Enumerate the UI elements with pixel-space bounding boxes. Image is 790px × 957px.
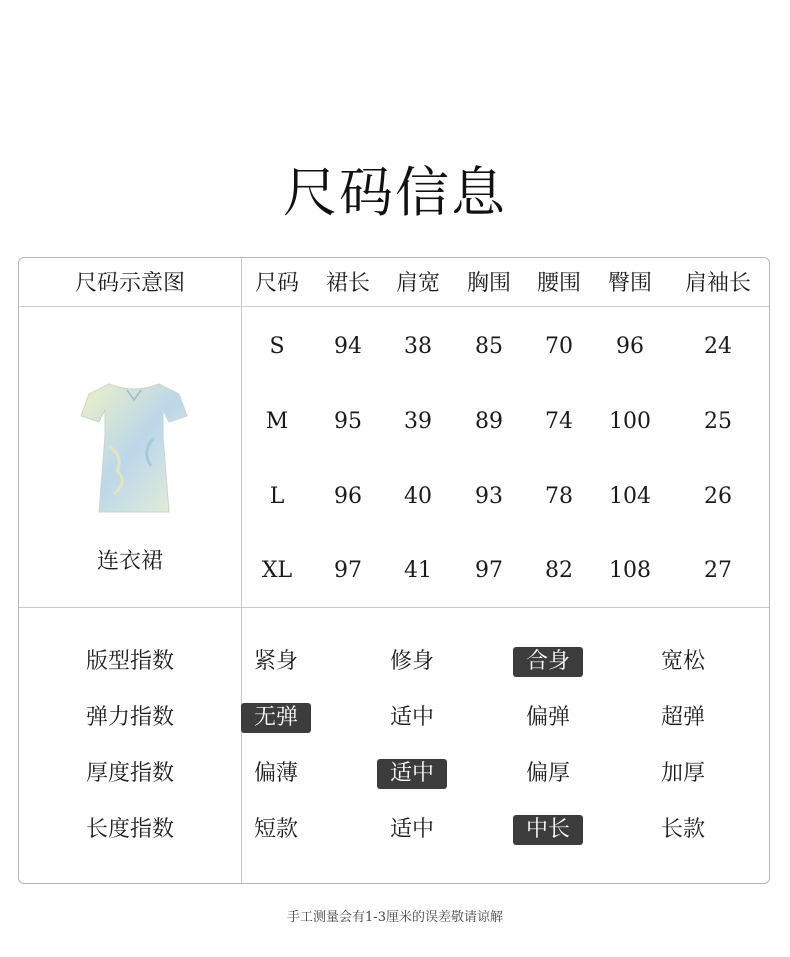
- size-table-header-cell: 臀围: [607, 271, 652, 296]
- index-option: 偏厚: [525, 761, 570, 786]
- size-value-cell: 108: [609, 558, 651, 583]
- index-option-selected: 无弹: [241, 703, 311, 733]
- header-divider: [19, 306, 769, 307]
- size-value-cell: 89: [475, 409, 503, 434]
- size-value-cell: 39: [404, 409, 432, 434]
- measurement-note: 手工测量会有1-3厘米的误差敬请谅解: [287, 910, 503, 925]
- size-label-cell: M: [265, 409, 289, 434]
- dress-image: [79, 376, 189, 516]
- index-option: 偏薄: [253, 761, 298, 786]
- size-table-header-cell: 尺码: [254, 271, 299, 296]
- size-value-cell: 100: [609, 409, 651, 434]
- size-label-cell: L: [269, 484, 285, 509]
- size-value-cell: 25: [704, 409, 732, 434]
- index-option: 修身: [389, 649, 434, 674]
- size-table-header-cell: 腰围: [536, 271, 581, 296]
- size-value-cell: 26: [704, 484, 732, 509]
- size-table-header-cell: 胸围: [466, 271, 511, 296]
- size-value-cell: 93: [475, 484, 503, 509]
- index-label: 版型指数: [85, 649, 174, 674]
- index-option: 加厚: [660, 761, 705, 786]
- garment-name: 连衣裙: [96, 549, 163, 574]
- size-value-cell: 96: [334, 484, 362, 509]
- index-label: 长度指数: [85, 817, 174, 842]
- index-option: 长款: [660, 817, 705, 842]
- index-option-selected: 适中: [377, 759, 447, 789]
- section-divider: [19, 607, 769, 608]
- image-header: 尺码示意图: [74, 271, 185, 296]
- size-value-cell: 24: [704, 334, 732, 359]
- index-option: 偏弹: [525, 705, 570, 730]
- size-value-cell: 74: [545, 409, 573, 434]
- size-value-cell: 70: [545, 334, 573, 359]
- size-value-cell: 85: [475, 334, 503, 359]
- size-value-cell: 95: [334, 409, 362, 434]
- index-option: 适中: [389, 817, 434, 842]
- size-value-cell: 82: [545, 558, 573, 583]
- size-table-header-cell: 裙长: [325, 271, 370, 296]
- size-value-cell: 38: [404, 334, 432, 359]
- size-label-cell: XL: [261, 558, 293, 583]
- index-option: 适中: [389, 705, 434, 730]
- index-option: 短款: [253, 817, 298, 842]
- size-value-cell: 96: [616, 334, 644, 359]
- index-option: 宽松: [660, 649, 705, 674]
- size-value-cell: 97: [475, 558, 503, 583]
- size-card: [18, 257, 770, 884]
- size-value-cell: 41: [404, 558, 432, 583]
- size-value-cell: 27: [704, 558, 732, 583]
- index-option: 超弹: [660, 705, 705, 730]
- page-title: 尺码信息: [283, 161, 507, 224]
- size-value-cell: 78: [545, 484, 573, 509]
- size-value-cell: 94: [334, 334, 362, 359]
- size-value-cell: 40: [404, 484, 432, 509]
- size-table-header-cell: 肩宽: [395, 271, 440, 296]
- index-label: 弹力指数: [85, 705, 174, 730]
- size-value-cell: 104: [609, 484, 651, 509]
- index-option: 紧身: [253, 649, 298, 674]
- index-label: 厚度指数: [85, 761, 174, 786]
- size-table-header-cell: 肩袖长: [684, 271, 751, 296]
- size-value-cell: 97: [334, 558, 362, 583]
- index-option-selected: 合身: [513, 647, 583, 677]
- index-option-selected: 中长: [513, 815, 583, 845]
- size-label-cell: S: [269, 334, 285, 359]
